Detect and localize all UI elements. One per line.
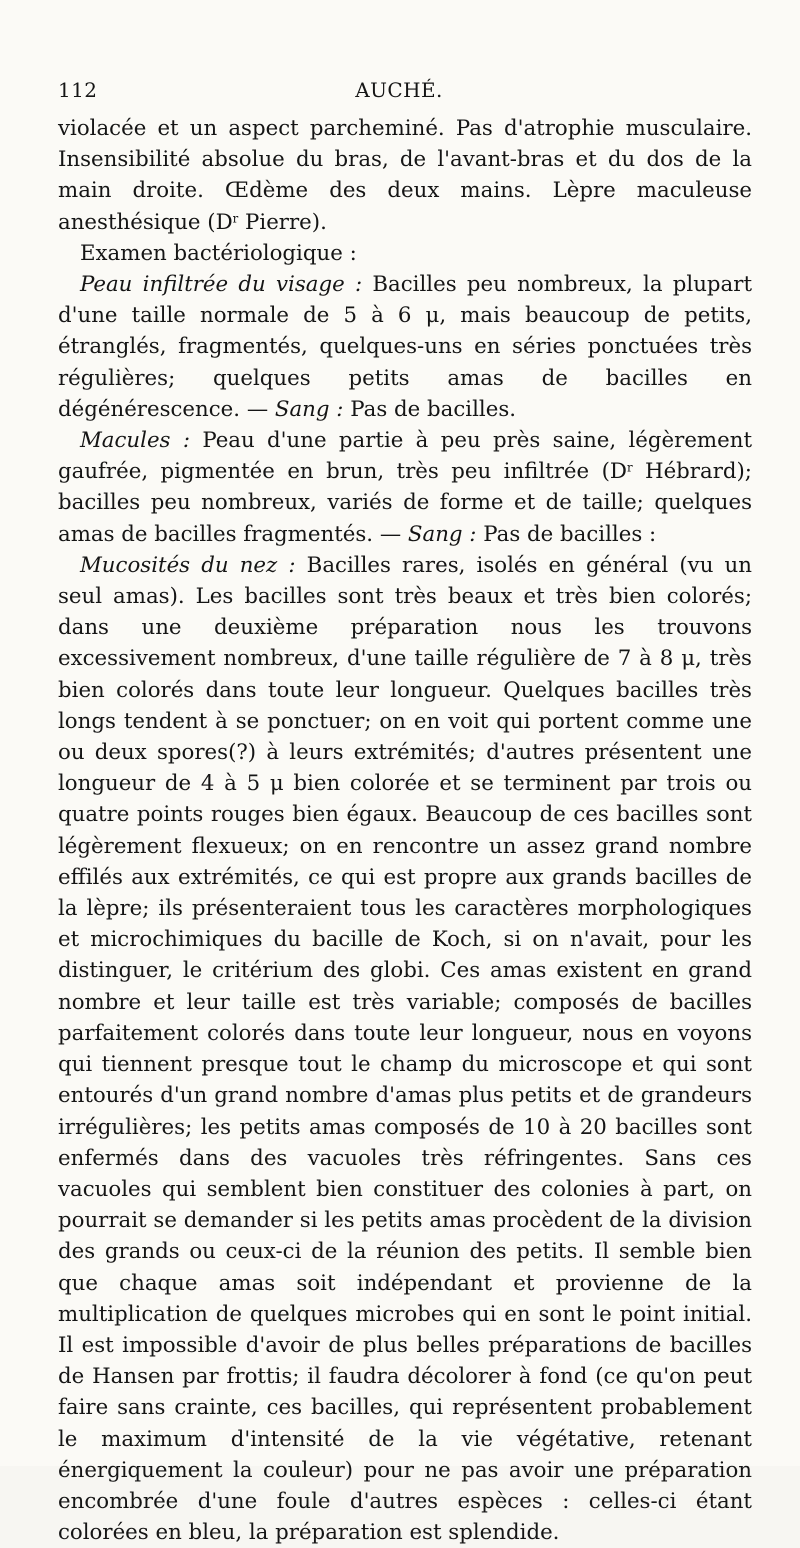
case-summary-text: violacée et un aspect parcheminé. Pas d'atrophie musculaire. Insensibilité absolue du bras, de l'avant-bras et du dos de la main droite. Œdème des deux mains. Lèpre maculeuse anesthésique (D xyxy=(58,116,752,235)
nasal-mucus-label: Mucosités du nez : xyxy=(80,552,296,578)
macules-text-continued: Hébrard); bacilles peu nombreux, variés de forme et de taille; quelques amas de bacilles fragmentés. — xyxy=(58,459,752,547)
page-header xyxy=(58,78,740,106)
blood-label: Sang : xyxy=(274,396,344,422)
infiltrated-skin-text: Bacilles peu nombreux, la plupart d'une taille normale de 5 à 6 μ, mais beaucoup de petits, étranglés, fragmentés, quelques-uns en séries ponctuées très régulières; quelques petits amas de bacilles en dégénérescence. — xyxy=(58,272,752,422)
running-title: AUCHÉ. xyxy=(355,78,443,102)
page-number: 112 xyxy=(58,78,98,102)
macules-label: Macules : xyxy=(80,428,190,454)
doctor-abbreviation-superscript: r xyxy=(626,460,633,475)
paragraph-nasal-mucus xyxy=(58,550,752,1548)
blood-result: Pas de bacilles. xyxy=(343,396,517,422)
doctor-abbreviation-superscript: r xyxy=(232,211,239,226)
paragraph-infiltrated-skin xyxy=(58,269,752,425)
blood-label: Sang : xyxy=(407,521,477,547)
blood-result: Pas de bacilles : xyxy=(476,521,657,547)
case-summary-end: Pierre). xyxy=(238,209,327,235)
page-body-text xyxy=(58,113,752,1548)
nasal-mucus-text: Bacilles rares, isolés en général (vu un seul amas). Les bacilles sont très beaux et très bien colorés; dans une deuxième préparation nous les trouvons excessivement nombreux, d'une taille régulière de 7 à 8 μ, très bien colorés dans toute leur longueur. Quelques bacilles très longs tendent à se ponctuer; on en voit qui portent comme une ou deux spores(?) à leurs extrémités; d'autres présentent une longueur de 4 à 5 μ bien colorée et se terminent par trois ou quatre points rouges bien égaux. Beaucoup de ces bacilles sont légèrement flexueux; on en rencontre un assez grand nombre effilés aux extrémités, ce qui est propre aux grands bacilles de la lèpre; ils présenteraient tous les caractères morphologiques et microchimiques du bacille de Koch, si on n'avait, pour les distinguer, le critérium des globi. Ces amas existent en grand nombre et leur taille est très variable; composés de bacilles parfaitement colorés dans toute leur longueur, nous en voyons qui tiennent presque tout le champ du microscope et qui sont entourés d'un grand nombre d'amas plus petits et de grandeurs irrégulières; les petits amas composés de 10 à 20 bacilles sont enfermés dans des vacuoles très réfringentes. Sans ces vacuoles qui semblent bien constituer des colonies à part, on pourrait se demander si les petits amas procèdent de la division des grands ou ceux-ci de la réunion des petits. Il semble bien que chaque amas soit indépendant et provienne de la multiplication de quelques microbes qui en sont le point initial. Il est impossible d'avoir de plus belles préparations de bacilles de Hansen par frottis; il faudra décolorer à fond (ce qu'on peut faire sans crainte, ces bacilles, qui représentent probablement le maximum d'intensité de la vie végétative, retenant énergiquement la couleur) pour ne pas avoir une préparation encombrée d'une foule d'autres espèces : celles-ci étant colorées en bleu, la préparation est splendide. xyxy=(58,552,752,1546)
paragraph-bacteriology-heading xyxy=(58,238,752,269)
bacteriology-heading: Examen bactériologique : xyxy=(80,240,357,266)
paragraph-case-summary xyxy=(58,113,752,238)
infiltrated-skin-label: Peau infiltrée du visage : xyxy=(80,272,363,298)
paragraph-macules xyxy=(58,425,752,550)
macules-text: Peau d'une partie à peu près saine, légèrement gaufrée, pigmentée en brun, très peu infiltrée (D xyxy=(58,428,752,485)
